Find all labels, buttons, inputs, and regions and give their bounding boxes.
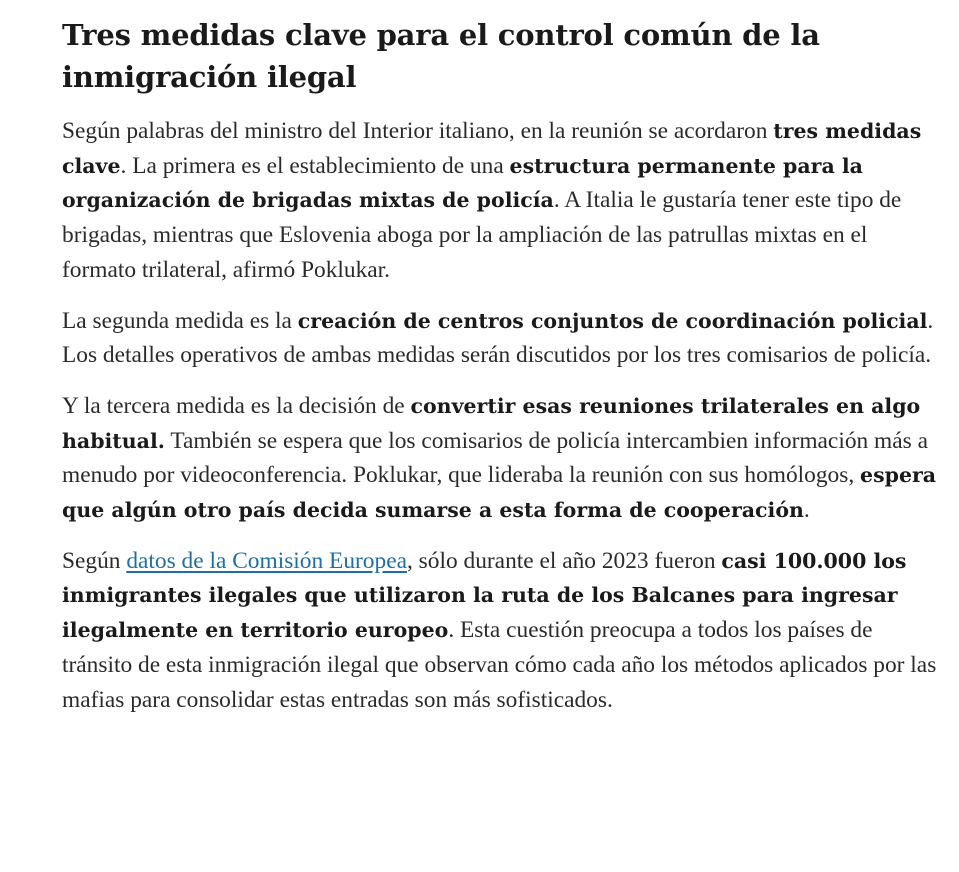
paragraph-4-text-3: . Esta cuestión preocupa a todos los países de tránsito de esta inmigración ilegal que observan cómo cada año los métodos aplicados por las mafias para consolidar estas entradas son más sofisticados. — [62, 617, 937, 713]
paragraph-3-bold-1: convertir esas reuniones trilaterales en algo habitual. — [62, 393, 921, 453]
paragraph-2-text-2: . Los detalles operativos de ambas medidas serán discutidos por los tres comisarios de policía. — [62, 307, 934, 369]
paragraph-2 — [62, 304, 938, 373]
paragraph-3-text-1: Y la tercera medida es la decisión de — [62, 392, 411, 419]
paragraph-1-bold-1: tres medidas clave — [62, 119, 922, 178]
paragraph-4-bold-1: casi 100.000 los inmigrantes ilegales que utilizaron la ruta de los Balcanes para ingresar ilegalmente en territorio europeo — [62, 548, 907, 643]
paragraph-3-text-2: También se espera que los comisarios de policía intercambien información más a menudo por videoconferencia. Poklukar, que lideraba la reunión con sus homólogos, — [62, 427, 928, 489]
paragraph-4 — [62, 544, 938, 718]
paragraph-1-text-3: . A Italia le gustaría tener este tipo de brigadas, mientras que Eslovenia aboga por la ampliación de las patrullas mixtas en el formato trilateral, afirmó Poklukar. — [62, 187, 902, 283]
paragraph-1-bold-2: estructura permanente para la organización de brigadas mixtas de policía — [62, 153, 863, 213]
paragraph-3-text-3: . — [803, 497, 810, 524]
paragraph-3 — [62, 389, 938, 528]
paragraph-2-bold-1: creación de centros conjuntos de coordinación policial — [297, 308, 928, 333]
paragraph-3-bold-2: espera que algún otro país decida sumarse a esta forma de cooperación — [62, 463, 937, 523]
paragraph-1 — [62, 114, 938, 288]
paragraph-1-text-1: Según palabras del ministro del Interior italiano, en la reunión se acordaron — [62, 118, 774, 144]
paragraph-2-text-1: La segunda medida es la — [62, 307, 298, 334]
paragraph-4-text-2: , sólo durante el año 2023 fueron — [406, 547, 722, 574]
section-heading: Tres medidas clave para el control común de la inmigración ilegal — [62, 18, 820, 94]
paragraph-4-text-1: Según — [62, 547, 127, 574]
european-commission-data-link[interactable]: datos de la Comisión Europea — [126, 547, 407, 574]
article-body — [62, 14, 938, 733]
paragraph-1-text-2: . La primera es el establecimiento de una — [120, 152, 510, 179]
